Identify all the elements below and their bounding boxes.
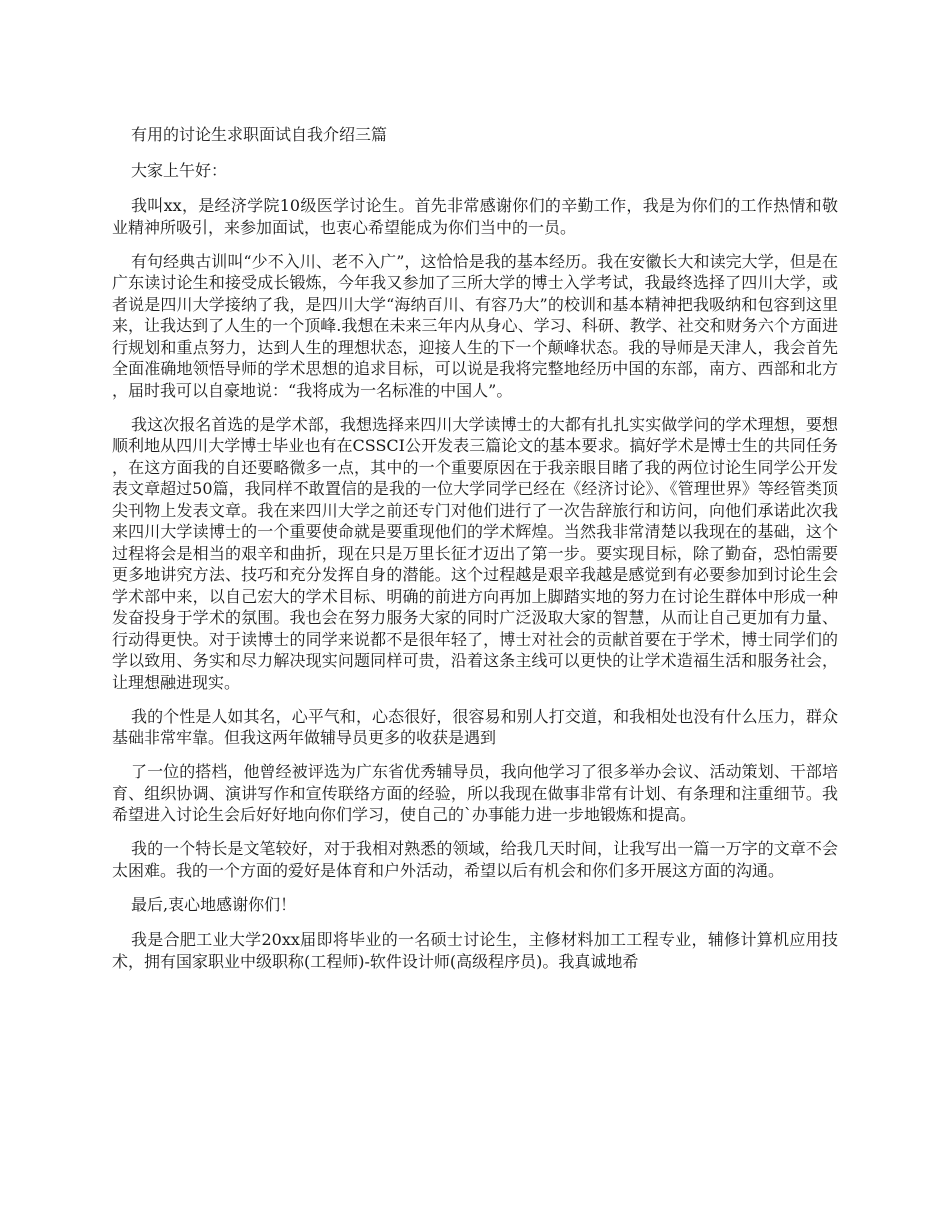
- document-page: [112, 124, 838, 985]
- paragraph-intro: 我叫xx，是经济学院10级医学讨论生。首先非常感谢你们的辛勤工作，我是为你们的工作热情和敬业精神所吸引，来参加面试，也衷心希望能成为你们当中的一员。: [112, 196, 838, 237]
- paragraph-personality: 我的个性是人如其名，心平气和，心态很好，很容易和别人打交道，和我相处也没有什么压力，群众基础非常牢靠。但我这两年做辅导员更多的收获是遇到: [112, 706, 838, 747]
- document-title: 有用的讨论生求职面试自我介绍三篇: [131, 125, 388, 144]
- paragraph-second-intro: 我是合肥工业大学20xx届即将毕业的一名硕士讨论生，主修材料加工工程专业，辅修计算机应用技术，拥有国家职业中级职称(工程师)-软件设计师(高级程序员)。我真诚地希: [112, 930, 838, 971]
- paragraph-strengths: 我的一个特长是文笔较好，对于我相对熟悉的领域，给我几天时间，让我写出一篇一万字的文章不会太困难。我的一个方面的爱好是体育和户外活动，希望以后有机会和你们多开展这方面的沟通。: [112, 839, 838, 880]
- paragraph-thanks: 最后,衷心地感谢你们！: [131, 894, 297, 914]
- greeting: 大家上午好：: [131, 160, 228, 180]
- paragraph-background: 有句经典古训叫“少不入川、老不入广”，这恰恰是我的基本经历。我在安徽长大和读完大学，但是在广东读讨论生和接受成长锻炼，今年我又参加了三所大学的博士入学考试，我最终选择了四川大学，或者说是四川大学接纳了我，是四川大学“海纳百川、有容乃大”的校训和基本精神把我吸纳和包容到这里来，让我达到了人生的一个顶峰.我想在未来三年内从身心、学习、科研、教学、社交和财务六个方面进行规划和重点努力，达到人生的理想状态，迎接人生的下一个颠峰状态。我的导师是天津人，我会首先全面准确地领悟导师的学术思想的追求目标，可以说是我将完整地经历中国的东部，南方、西部和北方，届时我可以自豪地说：“我将成为一名标准的中国人”。: [112, 251, 838, 400]
- paragraph-academic: 我这次报名首选的是学术部，我想选择来四川大学读博士的大都有扎扎实实做学问的学术理想，要想顺利地从四川大学博士毕业也有在CSSCI公开发表三篇论文的基本要求。搞好学术是博士生的共同任务，在这方面我的自还要略微多一点，其中的一个重要原因在于我亲眼目睹了我的两位讨论生同学公开发表文章超过50篇，我同样不敢置信的是我的一位大学同学已经在《经济讨论》、《管理世界》等经管类顶尖刊物上发表文章。我在来四川大学之前还专门对他们进行了一次告辞旅行和访问，向他们承诺此次我来四川大学读博士的一个重要使命就是要重现他们的学术辉煌。当然我非常清楚以我现在的基础，这个过程将会是相当的艰辛和曲折，现在只是万里长征才迈出了第一步。要实现目标，除了勤奋，恐怕需要更多地讲究方法、技巧和充分发挥自身的潜能。这个过程越是艰辛我越是感觉到有必要参加到讨论生会学术部中来，以自己宏大的学术目标、明确的前进方向再加上脚踏实地的努力在讨论生群体中形成一种发奋投身于学术的氛围。我也会在努力服务大家的同时广泛汲取大家的智慧，从而让自己更加有力量、行动得更快。对于读博士的同学来说都不是很年轻了，博士对社会的贡献首要在于学术，博士同学们的学以致用、务实和尽力解决现实问题同样可贵，沿着这条主线可以更快的让学术造福生活和服务社会，让理想融进现实。: [112, 414, 838, 692]
- paragraph-partner: 了一位的搭档，他曾经被评选为广东省优秀辅导员，我向他学习了很多举办会议、活动策划、干部培育、组织协调、演讲写作和宣传联络方面的经验，所以我现在做事非常有计划、有条理和注重细节。我希望进入讨论生会后好好地向你们学习，使自己的`办事能力进一步地锻炼和提高。: [112, 762, 838, 824]
